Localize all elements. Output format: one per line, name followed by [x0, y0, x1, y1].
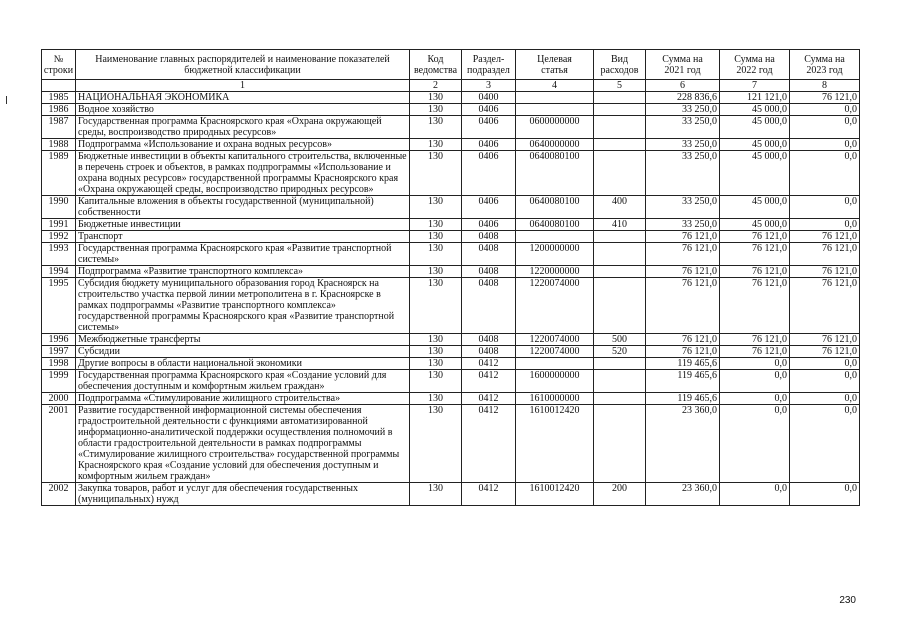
- table-row: [42, 104, 860, 116]
- row-target-cell: 1220000000: [516, 266, 594, 278]
- row-code-cell: 130: [410, 219, 462, 231]
- row-amount-2023-cell: 0,0: [790, 358, 860, 370]
- table-header: [42, 50, 860, 92]
- row-name-cell: Бюджетные инвестиции: [76, 219, 410, 231]
- row-code-cell: 130: [410, 393, 462, 405]
- row-number-cell: 1994: [42, 266, 76, 278]
- row-amount-2023-cell: 0,0: [790, 116, 860, 139]
- table-body: [42, 92, 860, 506]
- row-name-cell: Другие вопросы в области национальной экономики: [76, 358, 410, 370]
- row-section-cell: 0406: [462, 196, 516, 219]
- row-amount-2022-cell: 0,0: [720, 370, 790, 393]
- row-amount-2021-cell: 119 465,6: [646, 358, 720, 370]
- row-amount-2022-cell: 45 000,0: [720, 196, 790, 219]
- row-code-cell: 130: [410, 151, 462, 196]
- row-amount-2021-cell: 33 250,0: [646, 196, 720, 219]
- row-expense-cell: [594, 231, 646, 243]
- row-number-cell: 1996: [42, 334, 76, 346]
- row-target-cell: [516, 358, 594, 370]
- row-code-cell: 130: [410, 405, 462, 483]
- row-code-cell: 130: [410, 243, 462, 266]
- row-section-cell: 0408: [462, 243, 516, 266]
- row-amount-2021-cell: 76 121,0: [646, 334, 720, 346]
- row-amount-2023-cell: 76 121,0: [790, 334, 860, 346]
- row-amount-2023-cell: 0,0: [790, 151, 860, 196]
- row-section-cell: 0412: [462, 405, 516, 483]
- table-row: [42, 196, 860, 219]
- row-expense-cell: [594, 278, 646, 334]
- row-amount-2021-cell: 76 121,0: [646, 266, 720, 278]
- table-row: [42, 219, 860, 231]
- row-target-cell: [516, 92, 594, 104]
- row-amount-2021-cell: 33 250,0: [646, 151, 720, 196]
- row-expense-cell: [594, 151, 646, 196]
- row-amount-2023-cell: 76 121,0: [790, 243, 860, 266]
- row-section-cell: 0406: [462, 104, 516, 116]
- row-number-cell: 1987: [42, 116, 76, 139]
- row-section-cell: 0408: [462, 334, 516, 346]
- row-name-cell: Капитальные вложения в объекты государственной (муниципальной) собственности: [76, 196, 410, 219]
- row-target-cell: 0640080100: [516, 219, 594, 231]
- row-section-cell: 0400: [462, 92, 516, 104]
- row-name-cell: Закупка товаров, работ и услуг для обеспечения государственных (муниципальных) нужд: [76, 483, 410, 506]
- row-section-cell: 0408: [462, 266, 516, 278]
- row-amount-2022-cell: 0,0: [720, 483, 790, 506]
- header-expense: Вид расходов: [594, 50, 646, 80]
- row-target-cell: 1610012420: [516, 483, 594, 506]
- row-amount-2022-cell: 76 121,0: [720, 266, 790, 278]
- row-code-cell: 130: [410, 139, 462, 151]
- row-target-cell: 1610000000: [516, 393, 594, 405]
- row-name-cell: Субсидия бюджету муниципального образования город Красноярск на строительство участка первой линии метрополитена в г. Красноярске в рамках подпрограммы «Развитие транспортного комплекса» государственной программы Красноярского края «Развитие транспортной системы»: [76, 278, 410, 334]
- row-name-cell: Развитие государственной информационной системы обеспечения градостроительной деятельности с функциями автоматизированной информационно-аналитической поддержки осуществления полномочий в области градостроительной деятельности в рамках подпрограммы «Стимулирование жилищного строительства» государственной программы Красноярского края «Создание условий для обеспечения доступным и комфортным жильем граждан»: [76, 405, 410, 483]
- row-number-cell: 1986: [42, 104, 76, 116]
- row-number-cell: 1999: [42, 370, 76, 393]
- row-amount-2021-cell: 76 121,0: [646, 346, 720, 358]
- page-number: 230: [839, 595, 856, 606]
- row-code-cell: 130: [410, 346, 462, 358]
- row-expense-cell: [594, 116, 646, 139]
- row-amount-2021-cell: 228 836,6: [646, 92, 720, 104]
- row-code-cell: 130: [410, 196, 462, 219]
- row-code-cell: 130: [410, 358, 462, 370]
- row-amount-2022-cell: 0,0: [720, 358, 790, 370]
- row-amount-2021-cell: 33 250,0: [646, 104, 720, 116]
- row-target-cell: [516, 231, 594, 243]
- row-amount-2021-cell: 76 121,0: [646, 231, 720, 243]
- table-row: [42, 483, 860, 506]
- row-expense-cell: [594, 92, 646, 104]
- row-code-cell: 130: [410, 334, 462, 346]
- row-amount-2023-cell: 0,0: [790, 104, 860, 116]
- row-amount-2022-cell: 45 000,0: [720, 116, 790, 139]
- row-amount-2022-cell: 76 121,0: [720, 243, 790, 266]
- row-target-cell: 0640080100: [516, 196, 594, 219]
- row-amount-2023-cell: 0,0: [790, 196, 860, 219]
- row-amount-2022-cell: 45 000,0: [720, 151, 790, 196]
- row-amount-2021-cell: 23 360,0: [646, 405, 720, 483]
- row-amount-2021-cell: 33 250,0: [646, 139, 720, 151]
- row-amount-2021-cell: 76 121,0: [646, 278, 720, 334]
- row-name-cell: Государственная программа Красноярского края «Развитие транспортной системы»: [76, 243, 410, 266]
- table-row: [42, 393, 860, 405]
- row-expense-cell: 400: [594, 196, 646, 219]
- row-number-cell: 1990: [42, 196, 76, 219]
- row-section-cell: 0412: [462, 393, 516, 405]
- table-row: [42, 405, 860, 483]
- row-code-cell: 130: [410, 92, 462, 104]
- row-code-cell: 130: [410, 370, 462, 393]
- row-amount-2023-cell: 0,0: [790, 370, 860, 393]
- row-name-cell: Бюджетные инвестиции в объекты капитального строительства, включенные в перечень строек и объектов, в рамках подпрограммы «Использование и охрана водных ресурсов» государственной программы Красноярского края «Охрана окружающей среды, воспроизводство природных ресурсов»: [76, 151, 410, 196]
- header-code: Код ведомства: [410, 50, 462, 80]
- row-expense-cell: [594, 393, 646, 405]
- header-number-cell: [42, 80, 76, 92]
- table-row: [42, 358, 860, 370]
- row-name-cell: Подпрограмма «Использование и охрана водных ресурсов»: [76, 139, 410, 151]
- row-section-cell: 0408: [462, 278, 516, 334]
- row-amount-2022-cell: 0,0: [720, 393, 790, 405]
- row-amount-2022-cell: 76 121,0: [720, 231, 790, 243]
- row-amount-2023-cell: 0,0: [790, 219, 860, 231]
- row-name-cell: Субсидии: [76, 346, 410, 358]
- row-amount-2022-cell: 76 121,0: [720, 346, 790, 358]
- row-expense-cell: 520: [594, 346, 646, 358]
- header-2023: Сумма на 2023 год: [790, 50, 860, 80]
- row-expense-cell: [594, 370, 646, 393]
- row-name-cell: Транспорт: [76, 231, 410, 243]
- row-name-cell: Государственная программа Красноярского края «Охрана окружающей среды, воспроизводство природных ресурсов»: [76, 116, 410, 139]
- header-number-cell: 7: [720, 80, 790, 92]
- row-name-cell: Подпрограмма «Стимулирование жилищного строительства»: [76, 393, 410, 405]
- row-amount-2021-cell: 33 250,0: [646, 116, 720, 139]
- header-number-cell: 2: [410, 80, 462, 92]
- row-section-cell: 0408: [462, 231, 516, 243]
- row-number-cell: 1992: [42, 231, 76, 243]
- row-target-cell: 1600000000: [516, 370, 594, 393]
- row-code-cell: 130: [410, 231, 462, 243]
- table-row: [42, 278, 860, 334]
- row-name-cell: Водное хозяйство: [76, 104, 410, 116]
- table-row: [42, 266, 860, 278]
- row-section-cell: 0412: [462, 483, 516, 506]
- row-target-cell: 0600000000: [516, 116, 594, 139]
- header-target: Целевая статья: [516, 50, 594, 80]
- row-amount-2023-cell: 76 121,0: [790, 278, 860, 334]
- row-number-cell: 1985: [42, 92, 76, 104]
- margin-mark: [6, 96, 7, 104]
- header-number-cell: 8: [790, 80, 860, 92]
- row-amount-2021-cell: 23 360,0: [646, 483, 720, 506]
- row-target-cell: 1610012420: [516, 405, 594, 483]
- row-amount-2022-cell: 76 121,0: [720, 278, 790, 334]
- row-name-cell: Подпрограмма «Развитие транспортного комплекса»: [76, 266, 410, 278]
- row-code-cell: 130: [410, 104, 462, 116]
- table-row: [42, 139, 860, 151]
- row-target-cell: 0640080100: [516, 151, 594, 196]
- row-number-cell: 1998: [42, 358, 76, 370]
- row-expense-cell: 500: [594, 334, 646, 346]
- row-code-cell: 130: [410, 278, 462, 334]
- header-2022: Сумма на 2022 год: [720, 50, 790, 80]
- row-number-cell: 1991: [42, 219, 76, 231]
- row-amount-2021-cell: 119 465,6: [646, 370, 720, 393]
- row-section-cell: 0408: [462, 346, 516, 358]
- header-num: № строки: [42, 50, 76, 80]
- row-expense-cell: [594, 358, 646, 370]
- table-row: [42, 243, 860, 266]
- row-expense-cell: [594, 104, 646, 116]
- row-expense-cell: [594, 243, 646, 266]
- header-column-numbers: [42, 80, 860, 92]
- row-amount-2021-cell: 76 121,0: [646, 243, 720, 266]
- row-section-cell: 0412: [462, 370, 516, 393]
- row-amount-2021-cell: 33 250,0: [646, 219, 720, 231]
- row-amount-2023-cell: 0,0: [790, 483, 860, 506]
- row-target-cell: 0640000000: [516, 139, 594, 151]
- header-number-cell: 3: [462, 80, 516, 92]
- row-code-cell: 130: [410, 116, 462, 139]
- row-amount-2022-cell: 45 000,0: [720, 219, 790, 231]
- row-amount-2023-cell: 0,0: [790, 393, 860, 405]
- row-amount-2023-cell: 0,0: [790, 139, 860, 151]
- table-row: [42, 231, 860, 243]
- row-expense-cell: [594, 405, 646, 483]
- row-target-cell: 1220074000: [516, 278, 594, 334]
- row-target-cell: 1200000000: [516, 243, 594, 266]
- row-expense-cell: [594, 266, 646, 278]
- row-expense-cell: 410: [594, 219, 646, 231]
- header-number-cell: 5: [594, 80, 646, 92]
- row-number-cell: 2000: [42, 393, 76, 405]
- row-section-cell: 0412: [462, 358, 516, 370]
- row-section-cell: 0406: [462, 219, 516, 231]
- row-code-cell: 130: [410, 266, 462, 278]
- row-number-cell: 2001: [42, 405, 76, 483]
- row-target-cell: [516, 104, 594, 116]
- row-amount-2023-cell: 76 121,0: [790, 346, 860, 358]
- row-expense-cell: 200: [594, 483, 646, 506]
- table-row: [42, 92, 860, 104]
- table-row: [42, 334, 860, 346]
- row-number-cell: 1993: [42, 243, 76, 266]
- row-section-cell: 0406: [462, 139, 516, 151]
- row-amount-2023-cell: 76 121,0: [790, 92, 860, 104]
- table-row: [42, 151, 860, 196]
- row-name-cell: Государственная программа Красноярского края «Создание условий для обеспечения доступным и комфортным жильем граждан»: [76, 370, 410, 393]
- row-amount-2023-cell: 76 121,0: [790, 231, 860, 243]
- header-number-cell: 1: [76, 80, 410, 92]
- row-number-cell: 1997: [42, 346, 76, 358]
- table-row: [42, 116, 860, 139]
- row-amount-2022-cell: 0,0: [720, 405, 790, 483]
- header-2021: Сумма на 2021 год: [646, 50, 720, 80]
- row-amount-2022-cell: 45 000,0: [720, 139, 790, 151]
- row-number-cell: 1988: [42, 139, 76, 151]
- row-name-cell: НАЦИОНАЛЬНАЯ ЭКОНОМИКА: [76, 92, 410, 104]
- table-row: [42, 370, 860, 393]
- row-expense-cell: [594, 139, 646, 151]
- row-number-cell: 2002: [42, 483, 76, 506]
- header-number-cell: 4: [516, 80, 594, 92]
- row-name-cell: Межбюджетные трансферты: [76, 334, 410, 346]
- row-section-cell: 0406: [462, 116, 516, 139]
- row-amount-2022-cell: 45 000,0: [720, 104, 790, 116]
- row-number-cell: 1989: [42, 151, 76, 196]
- header-section: Раздел- подраздел: [462, 50, 516, 80]
- header-name: Наименование главных распорядителей и наименование показателей бюджетной классификации: [76, 50, 410, 80]
- table-row: [42, 346, 860, 358]
- header-number-cell: 6: [646, 80, 720, 92]
- row-number-cell: 1995: [42, 278, 76, 334]
- row-amount-2021-cell: 119 465,6: [646, 393, 720, 405]
- row-amount-2022-cell: 76 121,0: [720, 334, 790, 346]
- row-target-cell: 1220074000: [516, 334, 594, 346]
- row-target-cell: 1220074000: [516, 346, 594, 358]
- row-code-cell: 130: [410, 483, 462, 506]
- row-section-cell: 0406: [462, 151, 516, 196]
- row-amount-2022-cell: 121 121,0: [720, 92, 790, 104]
- row-amount-2023-cell: 76 121,0: [790, 266, 860, 278]
- budget-table: [41, 49, 860, 506]
- row-amount-2023-cell: 0,0: [790, 405, 860, 483]
